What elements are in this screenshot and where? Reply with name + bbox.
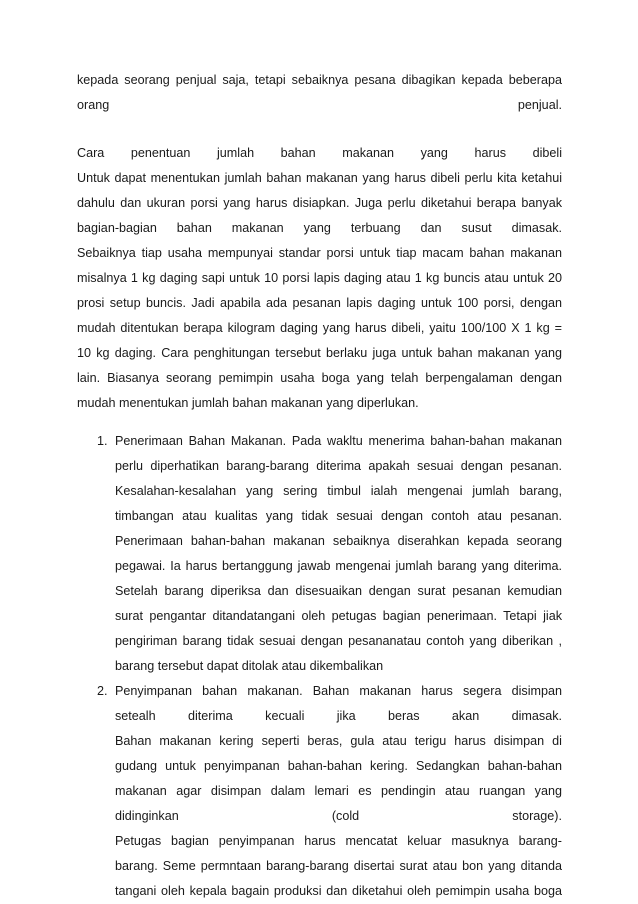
list-item-line: pegawai. Ia harus bertanggung jawab mengenai jumlah barang yang diterima. [115, 559, 562, 573]
list-item-line: didinginkan (cold storage). [115, 809, 562, 823]
paragraph-gap [77, 118, 562, 141]
list-item-line: Penerimaan bahan-bahan makanan sebaiknya diserahkan kepada seorang [115, 534, 562, 548]
paragraph-line-last: mudah menentukan jumlah bahan makanan yang diperlukan. [77, 396, 419, 410]
paragraph-line: kepada seorang penjual saja, tetapi sebaiknya pesana dibagikan kepada beberapa [77, 73, 562, 87]
paragraph-line: mudah ditentukan berapa kilogram daging yang harus dibeli, yaitu 100/100 X 1 kg = [77, 321, 562, 335]
list-item-line: gudang untuk penyimpanan bahan-bahan kering. Sedangkan bahan-bahan [115, 759, 562, 773]
list-item-line: setealh diterima kecuali jika beras akan dimasak. [115, 709, 562, 723]
paragraph-line: lain. Biasanya seorang pemimpin usaha boga yang telah berpengalaman dengan [77, 371, 562, 385]
list-item-line-last: barang tersebut dapat ditolak atau dikembalikan [115, 659, 384, 673]
paragraph-line-split [77, 93, 562, 118]
paragraph-line: Sebaiknya tiap usaha mempunyai standar porsi untuk tiap macam bahan makanan [77, 246, 562, 260]
list-item-line: Penerimaan Bahan Makanan. Pada wakltu menerima bahan-bahan makanan [115, 434, 562, 448]
list-item-line: Kesalahan-kesalahan yang sering timbul ialah mengenai jumlah barang, [115, 484, 562, 498]
document-page [77, 68, 562, 904]
list-item-line: tangani oleh kepala bagain produksi dan diketahui oleh pemimpin usaha boga [115, 884, 562, 898]
list-item-line: barang. Seme permntaan barang-barang disertai surat atau bon yang ditanda [115, 859, 562, 873]
list-item-line: perlu diperhatikan barang-barang diterima apakah sesuai dengan pesanan. [115, 459, 562, 473]
word-left: orang [77, 98, 110, 112]
list-item-line: surat pengantar ditandatangani oleh petugas bagian penerimaan. Tetapi jiak [115, 609, 562, 623]
paragraph-line: 10 kg daging. Cara penghitungan tersebut berlaku juga untuk bahan makanan yang [77, 346, 562, 360]
list-number: 2. [97, 684, 108, 698]
list-number: 1. [97, 434, 108, 448]
list-item-line: makanan agar disimpan dalam lemari es pendingin atau ruangan yang [115, 784, 562, 798]
list-item-line: Penyimpanan bahan makanan. Bahan makanan harus segera disimpan [115, 684, 562, 698]
paragraph-line: misalnya 1 kg daging sapi untuk 10 porsi lapis daging atau 1 kg buncis atau untuk 20 [77, 271, 562, 285]
paragraph-line: bagian-bagian bahan makanan yang terbuang dan susut dimasak. [77, 221, 562, 235]
paragraph-jumlah-bahan [77, 141, 562, 391]
list-item-line: pengiriman barang tidak sesuai dengan pesananatau contoh yang diberikan , [115, 634, 562, 648]
word-right: penjual. [517, 98, 562, 112]
paragraph-line: prosi setup buncis. Jadi apabila ada pesanan lapis daging untuk 100 porsi, dengan [77, 296, 562, 310]
list-item-line: Bahan makanan kering seperti beras, gula atau terigu harus disimpan di [115, 734, 562, 748]
list-gap [77, 416, 562, 429]
numbered-list [77, 429, 562, 904]
paragraph-line: dahulu dan ukuran porsi yang harus disiapkan. Juga perlu diketahui berapa banyak [77, 196, 562, 210]
list-item [77, 429, 562, 679]
list-item-line: Setelah barang diperiksa dan disesuaikan dengan surat pesanan kemudian [115, 584, 562, 598]
list-item-line: timbangan atau kualitas yang tidak sesuai dengan contoh atau pesanan. [115, 509, 562, 523]
list-item-line: Petugas bagian penyimpanan harus mencatat keluar masuknya barang- [115, 834, 562, 848]
paragraph-line: Cara penentuan jumlah bahan makanan yang harus dibeli [77, 146, 562, 160]
paragraph-line: Untuk dapat menentukan jumlah bahan makanan yang harus dibeli perlu kita ketahui [77, 171, 562, 185]
list-item [77, 679, 562, 904]
